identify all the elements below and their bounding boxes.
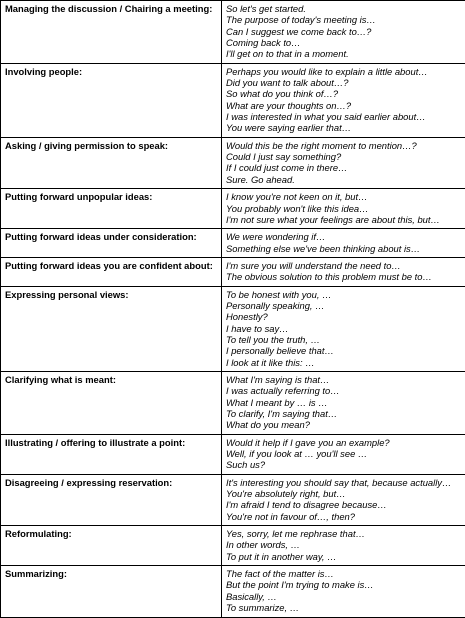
example-phrases — [222, 286, 465, 371]
example-phrase: I know you're not keen on it, but… — [226, 191, 461, 202]
example-phrase: So what do you think of…? — [226, 88, 461, 99]
example-phrases — [222, 371, 465, 434]
example-phrase: Perhaps you would like to explain a little about… — [226, 66, 461, 77]
example-phrase: Personally speaking, … — [226, 300, 461, 311]
example-phrase: The obvious solution to this problem must be to… — [226, 271, 461, 282]
example-phrase: Sure. Go ahead. — [226, 174, 461, 185]
example-phrases — [222, 189, 465, 229]
example-phrase: To tell you the truth, … — [226, 334, 461, 345]
example-phrase: Yes, sorry, let me rephrase that… — [226, 528, 461, 539]
example-phrase: What are your thoughts on…? — [226, 100, 461, 111]
example-phrase: We were wondering if… — [226, 231, 461, 242]
example-phrases — [222, 63, 465, 137]
function-heading: Asking / giving permission to speak: — [1, 137, 222, 188]
example-phrase: You're absolutely right, but… — [226, 488, 461, 499]
example-phrase: But the point I'm trying to make is… — [226, 579, 461, 590]
example-phrase: You probably won't like this idea… — [226, 203, 461, 214]
function-heading: Involving people: — [1, 63, 222, 137]
function-heading: Summarizing: — [1, 566, 222, 617]
example-phrase: I was actually referring to… — [226, 385, 461, 396]
table-row — [1, 434, 465, 474]
example-phrases — [222, 229, 465, 258]
example-phrase: Would this be the right moment to mention…? — [226, 140, 461, 151]
example-phrase: Could I just say something? — [226, 151, 461, 162]
example-phrases — [222, 1, 465, 64]
table-row — [1, 63, 465, 137]
table-row — [1, 137, 465, 188]
example-phrase: Did you want to talk about…? — [226, 77, 461, 88]
table-row — [1, 189, 465, 229]
example-phrase: So let's get started. — [226, 3, 461, 14]
example-phrase: I personally believe that… — [226, 345, 461, 356]
example-phrases — [222, 474, 465, 525]
example-phrase: The fact of the matter is… — [226, 568, 461, 579]
table-row — [1, 566, 465, 617]
example-phrase: In other words, … — [226, 539, 461, 550]
example-phrase: What do you mean? — [226, 419, 461, 430]
example-phrases — [222, 566, 465, 617]
table-row — [1, 286, 465, 371]
table-row — [1, 371, 465, 434]
function-heading: Expressing personal views: — [1, 286, 222, 371]
example-phrase: I have to say… — [226, 323, 461, 334]
example-phrase: If I could just come in there… — [226, 162, 461, 173]
example-phrase: I look at it like this: … — [226, 357, 461, 368]
example-phrase: I'm not sure what your feelings are about this, but… — [226, 214, 461, 225]
example-phrase: I was interested in what you said earlier about… — [226, 111, 461, 122]
example-phrase: It's interesting you should say that, because actually… — [226, 477, 461, 488]
example-phrase: You're not in favour of…, then? — [226, 511, 461, 522]
example-phrase: To summarize, … — [226, 602, 461, 613]
function-heading: Managing the discussion / Chairing a meeting: — [1, 1, 222, 64]
function-heading: Reformulating: — [1, 526, 222, 566]
table-row — [1, 474, 465, 525]
example-phrase: What I meant by … is … — [226, 397, 461, 408]
function-heading: Putting forward ideas you are confident about: — [1, 257, 222, 286]
example-phrase: To put it in another way, … — [226, 551, 461, 562]
table-row — [1, 526, 465, 566]
example-phrase: To be honest with you, … — [226, 289, 461, 300]
example-phrase: Can I suggest we come back to…? — [226, 26, 461, 37]
function-heading: Putting forward ideas under consideration: — [1, 229, 222, 258]
example-phrase: Such us? — [226, 459, 461, 470]
function-heading: Putting forward unpopular ideas: — [1, 189, 222, 229]
function-heading: Illustrating / offering to illustrate a point: — [1, 434, 222, 474]
example-phrases — [222, 434, 465, 474]
example-phrases — [222, 257, 465, 286]
table-row — [1, 229, 465, 258]
example-phrase: I'm afraid I tend to disagree because… — [226, 499, 461, 510]
example-phrase: Honestly? — [226, 311, 461, 322]
function-heading: Clarifying what is meant: — [1, 371, 222, 434]
example-phrase: The purpose of today's meeting is… — [226, 14, 461, 25]
example-phrase: Coming back to… — [226, 37, 461, 48]
phrases-table-body — [1, 1, 465, 618]
example-phrase: Well, if you look at … you'll see … — [226, 448, 461, 459]
example-phrase: I'm sure you will understand the need to… — [226, 260, 461, 271]
example-phrases — [222, 526, 465, 566]
example-phrase: Would it help if I gave you an example? — [226, 437, 461, 448]
example-phrase: Basically, … — [226, 591, 461, 602]
example-phrase: What I'm saying is that… — [226, 374, 461, 385]
table-row — [1, 257, 465, 286]
example-phrase: To clarify, I'm saying that… — [226, 408, 461, 419]
example-phrases — [222, 137, 465, 188]
function-heading: Disagreeing / expressing reservation: — [1, 474, 222, 525]
example-phrase: I'll get on to that in a moment. — [226, 48, 461, 59]
example-phrase: You were saying earlier that… — [226, 122, 461, 133]
table-row — [1, 1, 465, 64]
example-phrase: Something else we've been thinking about is… — [226, 243, 461, 254]
